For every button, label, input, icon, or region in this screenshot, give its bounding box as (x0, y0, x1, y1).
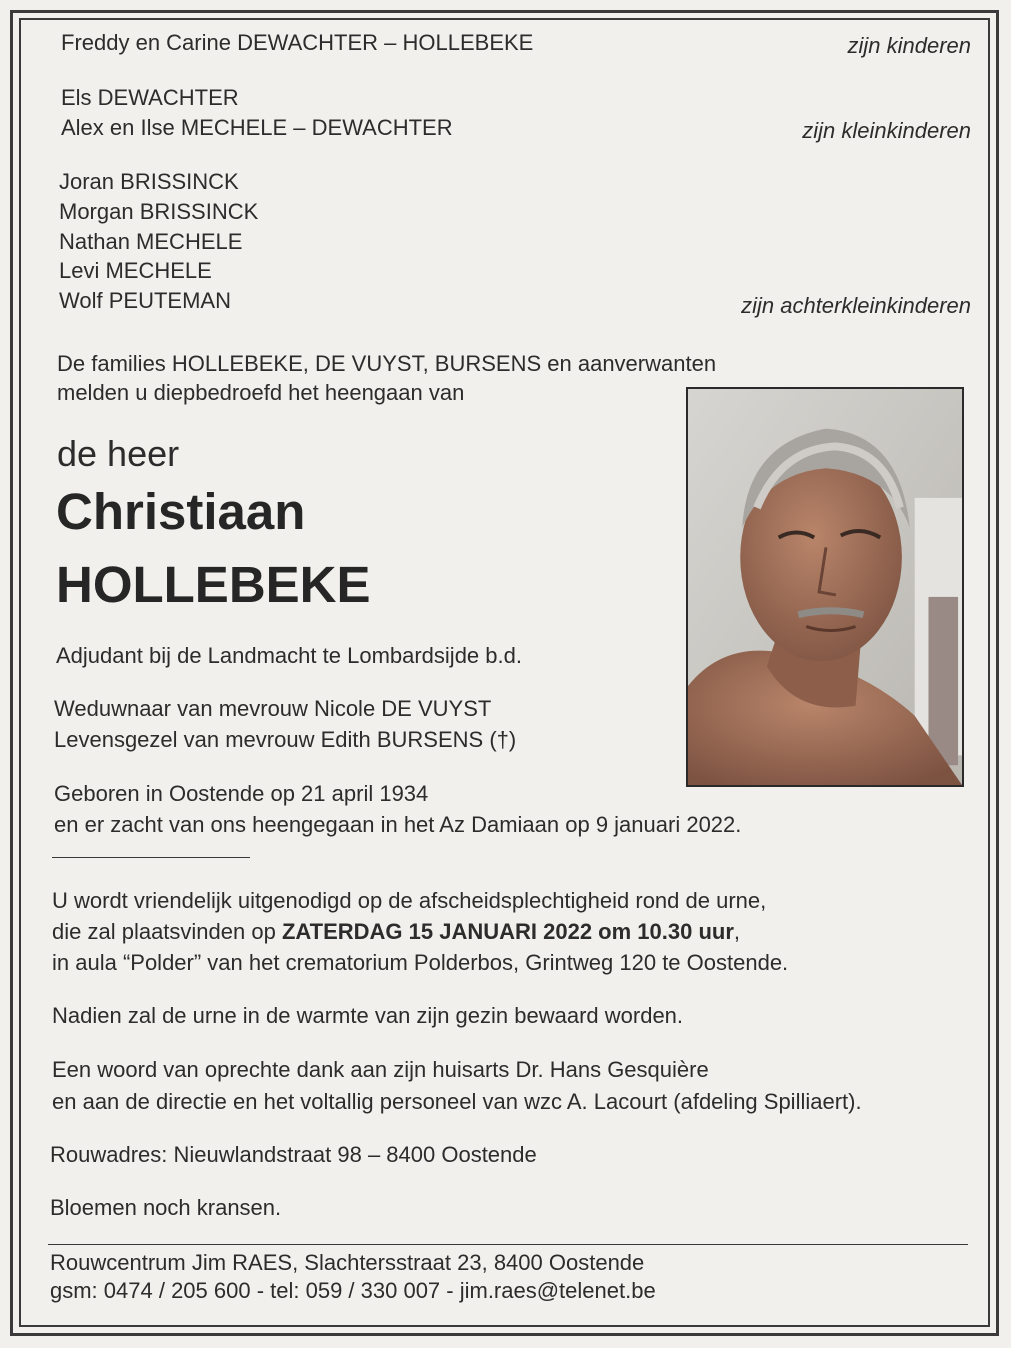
great-grandchild-name: Wolf PEUTEMAN (59, 288, 231, 313)
mourning-address: Rouwadres: Nieuwlandstraat 98 – 8400 Oostende (50, 1142, 537, 1167)
great-grandchildren-role: zijn achterkleinkinderen (741, 293, 971, 318)
partner-line: Levensgezel van mevrouw Edith BURSENS (†) (54, 727, 517, 752)
great-grandchild-name: Morgan BRISSINCK (59, 199, 259, 224)
footer-divider (48, 1244, 968, 1245)
announcement-line: De families HOLLEBEKE, DE VUYST, BURSENS en aanverwanten (57, 351, 717, 376)
section-divider (52, 857, 250, 858)
funeral-home-line: Rouwcentrum Jim RAES, Slachtersstraat 23, 8400 Oostende (50, 1250, 645, 1275)
deceased-last-name: HOLLEBEKE (56, 556, 371, 613)
children-name: Freddy en Carine DEWACHTER – HOLLEBEKE (61, 30, 534, 55)
rank-line: Adjudant bij de Landmacht te Lombardsijde b.d. (56, 643, 522, 668)
thanks-line: Een woord van oprechte dank aan zijn huisarts Dr. Hans Gesquière (52, 1057, 709, 1082)
born-line: Geboren in Oostende op 21 april 1934 (54, 781, 429, 806)
great-grandchild-name: Levi MECHELE (59, 258, 212, 283)
ceremony-date: ZATERDAG 15 JANUARI 2022 om 10.30 uur (281, 919, 734, 944)
announcement-line: melden u diepbedroefd het heengaan van (57, 380, 465, 405)
urn-note: Nadien zal de urne in de warmte van zijn gezin bewaard worden. (52, 1003, 684, 1028)
flowers-note: Bloemen noch kransen. (50, 1195, 282, 1220)
portrait-photo (686, 387, 964, 787)
grandchildren-role: zijn kleinkinderen (802, 118, 971, 143)
widower-line: Weduwnaar van mevrouw Nicole DE VUYST (54, 696, 492, 721)
children-role: zijn kinderen (847, 33, 971, 58)
deceased-first-name: Christiaan (56, 483, 306, 540)
honorific: de heer (57, 433, 180, 474)
great-grandchild-name: Joran BRISSINCK (59, 169, 239, 194)
grandchild-name: Els DEWACHTER (61, 85, 239, 110)
grandchild-name: Alex en Ilse MECHELE – DEWACHTER (61, 115, 453, 140)
great-grandchild-name: Nathan MECHELE (59, 229, 243, 254)
passed-line: en er zacht van ons heengegaan in het Az Damiaan op 9 januari 2022. (54, 812, 742, 837)
ceremony-line: in aula “Polder” van het crematorium Polderbos, Grintweg 120 te Oostende. (52, 950, 789, 975)
thanks-line: en aan de directie en het voltallig personeel van wzc A. Lacourt (afdeling Spilliaert). (52, 1089, 862, 1114)
funeral-home-contact: gsm: 0474 / 205 600 - tel: 059 / 330 007 - jim.raes@telenet.be (50, 1278, 656, 1303)
ceremony-line: U wordt vriendelijk uitgenodigd op de afscheidsplechtigheid rond de urne, (52, 888, 767, 913)
ceremony-line: die zal plaatsvinden op ZATERDAG 15 JANUARI 2022 om 10.30 uur, (52, 919, 741, 944)
